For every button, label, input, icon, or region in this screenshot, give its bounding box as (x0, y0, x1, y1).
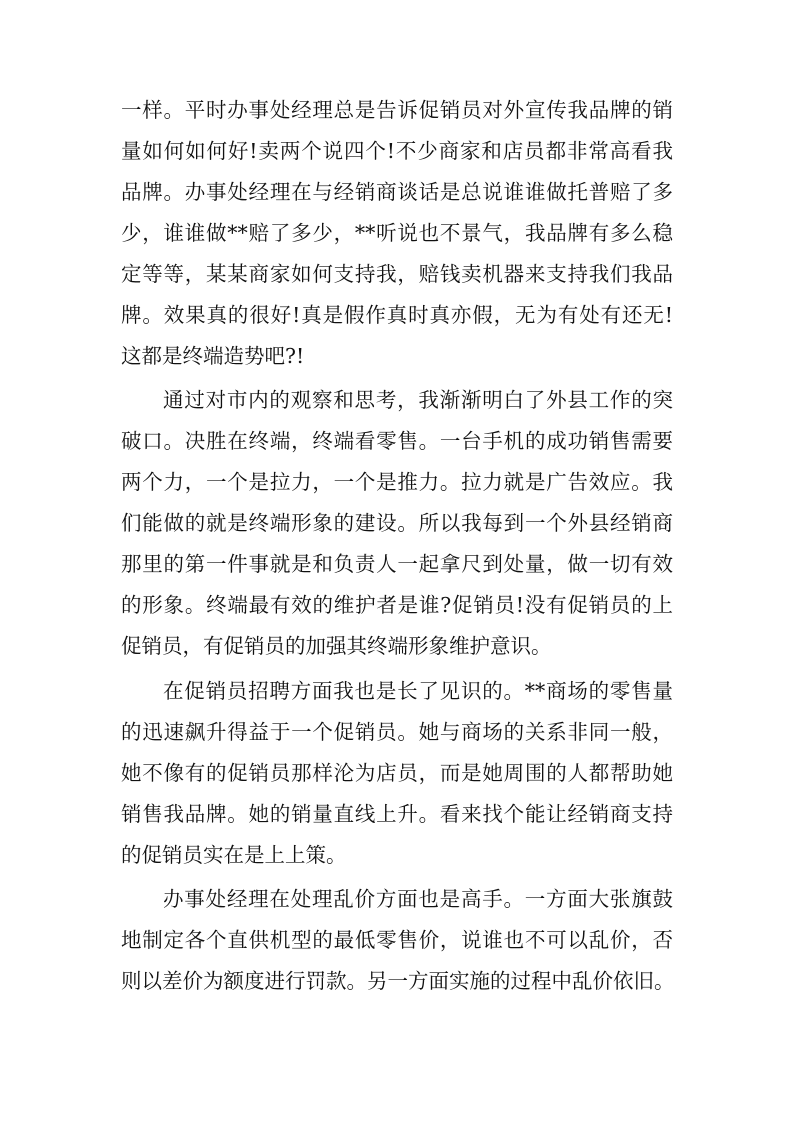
text-line: 一样。平时办事处经理总是告诉促销员对外宣传我品牌的销 (121, 98, 673, 122)
text-line: 少，谁谁做**赔了多少，**听说也不景气，我品牌有多么稳 (121, 221, 673, 245)
text-line: 破口。决胜在终端，终端看零售。一台手机的成功销售需要 (121, 429, 673, 453)
text-line: 的形象。终端最有效的维护者是谁?促销员!没有促销员的上 (121, 593, 673, 617)
text-line: 的促销员实在是上上策。 (121, 843, 347, 867)
text-line: 办事处经理在处理乱价方面也是高手。一方面大张旗鼓 (163, 887, 673, 911)
text-line: 地制定各个直供机型的最低零售价，说谁也不可以乱价，否 (121, 928, 673, 952)
text-line: 牌。效果真的很好!真是假作真时真亦假，无为有处有还无! (121, 303, 673, 327)
text-line: 们能做的就是终端形象的建设。所以我每到一个外县经销商 (121, 511, 673, 535)
text-line: 两个力，一个是拉力，一个是推力。拉力就是广告效应。我 (121, 470, 673, 494)
text-line: 的迅速飙升得益于一个促销员。她与商场的关系非同一般， (121, 720, 673, 744)
text-line: 则以差价为额度进行罚款。另一方面实施的过程中乱价依旧。 (121, 969, 675, 993)
text-line: 那里的第一件事就是和负责人一起拿尺到处量，做一切有效 (121, 552, 673, 576)
text-line: 量如何如何好!卖两个说四个!不少商家和店员都非常高看我 (121, 139, 673, 163)
text-line: 通过对市内的观察和思考，我渐渐明白了外县工作的突 (163, 388, 673, 412)
text-line: 品牌。办事处经理在与经销商谈话是总说谁谁做托普赔了多 (121, 180, 673, 204)
text-line: 她不像有的促销员那样沦为店员，而是她周围的人都帮助她 (121, 761, 673, 785)
text-line: 定等等，某某商家如何支持我，赔钱卖机器来支持我们我品 (121, 262, 673, 286)
text-line: 销售我品牌。她的销量直线上升。看来找个能让经销商支持 (121, 802, 673, 826)
text-line: 在促销员招聘方面我也是长了见识的。**商场的零售量 (163, 679, 673, 703)
text-line: 促销员，有促销员的加强其终端形象维护意识。 (121, 634, 552, 658)
text-line: 这都是终端造势吧?! (121, 344, 305, 368)
